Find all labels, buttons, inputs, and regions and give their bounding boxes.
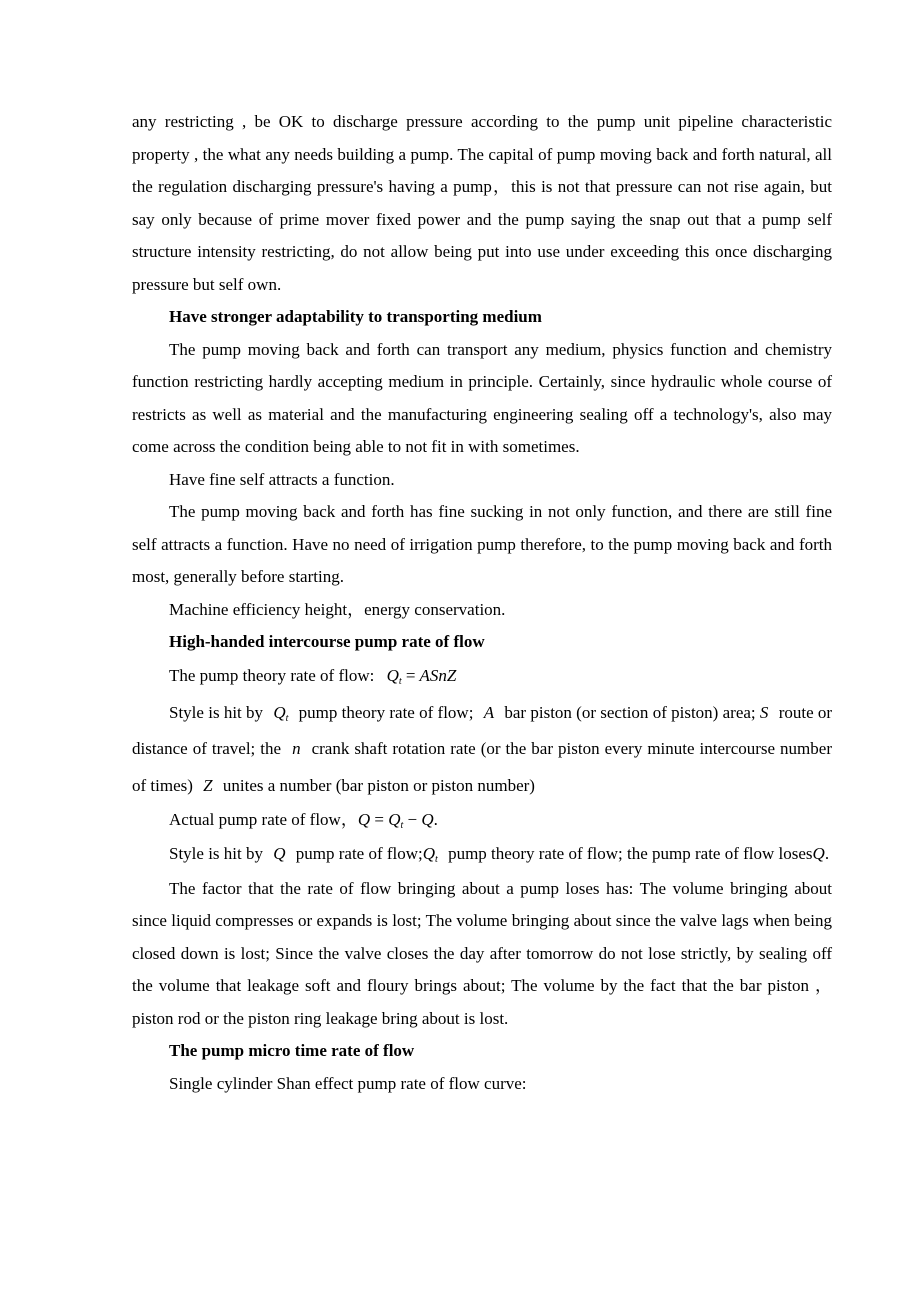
actual-legend-text-1: Style is hit by	[169, 844, 263, 864]
paragraph-adaptability: The pump moving back and forth can transport any medium, physics function and chemistry function restricting hardly accepting medium in principle. Certainly, since hydraulic whole course of restricts as well as material and the manufacturing engineering sealing off a technology's, also may come across the condition being able to not fit in with sometimes.	[132, 339, 832, 456]
actual-eq-qt: Q	[388, 810, 401, 830]
legend-text-1: Style is hit by	[169, 702, 264, 722]
legend-symbol-z: Z	[203, 775, 213, 795]
paragraph-flow-curve: Single cylinder Shan effect pump rate of flow curve:	[169, 1073, 527, 1093]
actual-legend-text-2: pump rate of flow;	[295, 844, 423, 864]
paragraph-efficiency: Machine efficiency height，energy conservation.	[169, 599, 506, 619]
legend-text-4: route or distance of travel; the	[132, 702, 833, 759]
legend-symbol-qt	[273, 703, 288, 722]
actual-legend-subscript-t: t	[435, 854, 438, 866]
eq-subscript-t: t	[398, 676, 402, 688]
actual-legend-text-3: pump theory rate of flow; the pump rate of flow loses	[448, 844, 813, 864]
heading-micro-time-flow: The pump micro time rate of flow	[169, 1041, 415, 1061]
actual-eq-q: Q	[357, 810, 371, 830]
actual-eq-equals: =	[374, 810, 384, 830]
heading-adaptability: Have stronger adaptability to transporting medium	[169, 307, 542, 326]
paragraph-sucking: The pump moving back and forth has fine sucking in not only function, and there are still fine self attracts a function. Have no need of irrigation pump therefore, to the pump moving back and forth most, generally before starting.	[132, 502, 832, 586]
legend-symbol-a: A	[483, 702, 495, 722]
legend-subscript-t: t	[285, 712, 289, 724]
legend-text-3: bar piston (or section of piston) area;	[504, 702, 756, 722]
actual-eq-minus: −	[407, 810, 418, 830]
legend-text-6: unites a number (bar piston or piston number)	[222, 775, 535, 795]
heading-intercourse-flow: High-handed intercourse pump rate of flow	[169, 631, 485, 651]
theory-flow-equation	[386, 666, 457, 688]
paragraph-symbol-legend	[132, 695, 832, 805]
actual-legend-q: Q	[422, 844, 436, 864]
actual-legend-symbol-q: Q	[273, 844, 286, 864]
paragraph-theory-flow	[132, 658, 832, 695]
actual-eq-q-loss: Q	[421, 810, 434, 830]
legend-symbol-q: Q	[273, 702, 286, 722]
actual-legend-symbol-qt	[422, 844, 438, 866]
legend-symbol-n: n	[292, 739, 301, 759]
legend-text-2: pump theory rate of flow;	[298, 702, 474, 722]
eq-symbol-q: Q	[386, 666, 399, 686]
actual-legend-symbol-q-loss: Q	[812, 844, 825, 864]
legend-symbol-s: S	[759, 702, 769, 722]
actual-eq-subscript-t: t	[400, 820, 404, 832]
paragraph-self-attract: Have fine self attracts a function.	[169, 469, 395, 489]
actual-legend-period: .	[824, 844, 830, 864]
eq-rhs: ASnZ	[419, 666, 457, 686]
paragraph-flow-loss-factors: The factor that the rate of flow bringing about a pump loses has: The volume bringing about since liquid compresses or expands is lost; The volume bringing about since the valve lags when being closed down is lost; Since the valve closes the day after tomorrow do not lose strictly, by sealing off the volume that leakage soft and floury brings about; The volume by the fact that the bar piston ，piston rod or the piston ring leakage bring about is lost.	[132, 878, 832, 1028]
eq-equals: =	[405, 666, 416, 686]
actual-flow-lead: Actual pump rate of flow，	[169, 810, 358, 830]
paragraph-actual-flow	[132, 804, 832, 836]
actual-flow-period: .	[433, 810, 438, 830]
document-page	[132, 106, 832, 1100]
paragraph-actual-legend	[132, 836, 832, 873]
actual-flow-equation	[357, 810, 434, 832]
legend-text-5: crank shaft rotation rate (or the bar piston every minute intercourse number of times)	[132, 739, 832, 795]
paragraph-discharge-pressure: any restricting , be OK to discharge pressure according to the pump unit pipeline characteristic property , the what any needs building a pump. The capital of pump moving back and forth natural, all the regulation discharging pressure's having a pump，this is not that pressure can not rise again, but say only because of prime mover fixed power and the pump saying the snap out that a pump self structure intensity restricting, do not allow being put into use under exceeding this once discharging pressure but self own.	[132, 112, 832, 294]
theory-flow-lead: The pump theory rate of flow:	[169, 666, 375, 686]
